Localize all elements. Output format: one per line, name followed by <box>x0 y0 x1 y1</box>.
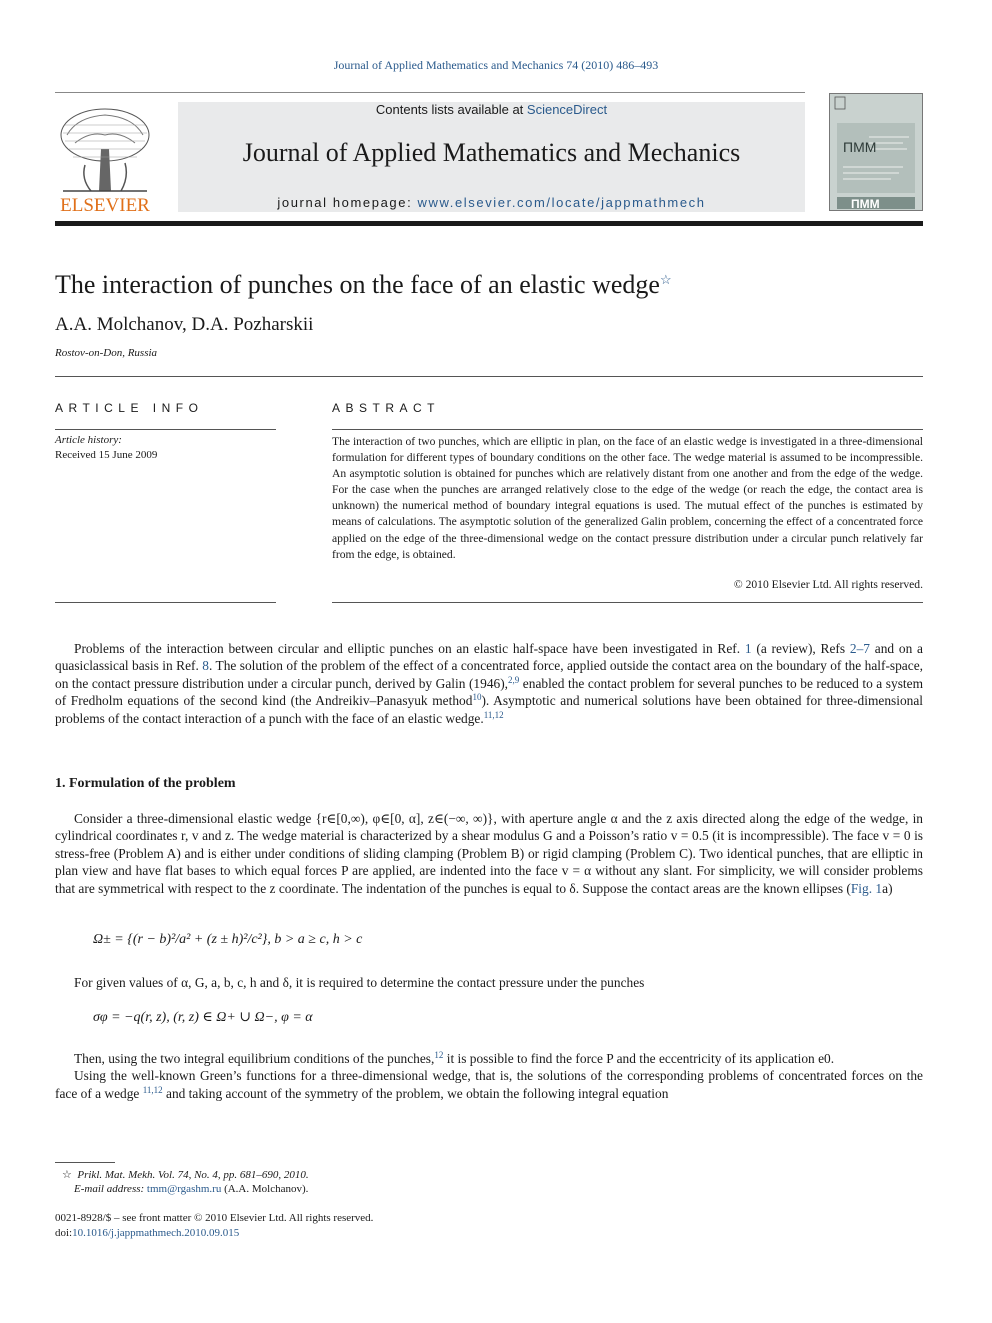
p2-text-a: Consider a three-dimensional elastic wedge {r∈[0,∞), φ∈[0, α], z∈(−∞, ∞)}, with aperture angle α and the z axis directed along the edge of the wedge, in cylindrical coordinates r, v and z. The wedge material is characterized by a shear modulus G and a Poisson’s ratio v = 0.5 (it is incompressible). The face v = 0 is stress-free (Problem A) and is either under conditions of sliding clamping (Problem B) or rigid clamping (Problem C). Two identical punches, that are elliptic in plan view and have flat bases to which equal forces P are applied, are indented into the face v = α without any slant. For simplicity, we will consider problems that are symmetrical with respect to the z coordinate. The indentation of the punches is equal to δ. Suppose the contact areas are the known ellipses ( <box>55 811 923 896</box>
header-top-rule <box>55 92 805 93</box>
p4-text-a: Then, using the two integral equilibrium conditions of the punches, <box>74 1051 435 1066</box>
p1-text-c: and on a quasiclassical basis in Ref. <box>55 641 923 674</box>
contents-prefix: Contents lists available at <box>375 102 527 117</box>
footnote-mark: ☆ <box>62 1169 72 1181</box>
ref-link-2-7[interactable]: 2–7 <box>849 641 870 656</box>
p4-text-c: Using the well-known Green’s functions for a three-dimensional wedge, that is, the solutions of the corresponding problems of concentrated forces on the face of a wedge <box>55 1068 923 1101</box>
article-info-rule-bottom <box>55 602 276 603</box>
abstract-copyright: © 2010 Elsevier Ltd. All rights reserved. <box>733 578 923 591</box>
contents-line <box>178 102 805 117</box>
abstract-text: The interaction of two punches, which are elliptic in plan, on the face of an elastic wedge is investigated in a three-dimensional formulation for different types of boundary conditions on the other face. The wedge material is assumed to be incompressible. An asymptotic solution is obtained for punches which are relatively distant from one another and from the edge of the wedge. For the case when the punches are arranged relatively close to the edge of the wedge (or reach the edge, the contact area is unknown) the numerical method of boundary integral equations is used. The mutual effect of the punches is estimated by means of calculations. The asymptotic solution of the generalized Galin problem, concerning the effect of a concentrated force applied on the edge of the three-dimensional wedge on the contact pressure distribution under a circular punch relatively far from the edge, is obtained. <box>332 435 923 561</box>
journal-cover <box>829 93 923 211</box>
title-footnote-mark[interactable]: ☆ <box>659 272 672 287</box>
footnote-email <box>74 1183 308 1195</box>
p4-line-2 <box>55 1067 923 1102</box>
figure-1-link[interactable]: Fig. 1 <box>850 880 883 896</box>
elsevier-wordmark: ELSEVIER <box>60 195 150 216</box>
p4-text-d: and taking account of the symmetry of the problem, we obtain the following integral equation <box>162 1085 669 1101</box>
ref-link-10[interactable]: 10 <box>472 692 482 703</box>
article-info-rule-top <box>55 429 276 430</box>
ref-link-12[interactable]: 12 <box>434 1050 444 1060</box>
ref-link-11-12b[interactable]: 11,12 <box>142 1084 163 1095</box>
equation-contact-pressure: σφ = −q(r, z), (r, z) ∈ Ω+ ∪ Ω−, φ = α <box>93 1010 313 1025</box>
ref-link-1[interactable]: 1 <box>744 641 752 656</box>
received-date: Received 15 June 2009 <box>55 449 158 461</box>
footnote-1 <box>62 1168 309 1181</box>
history-label: Article history: <box>55 434 122 446</box>
p1-text-f: ). Asymptotic and numerical solutions have been obtained for three-dimensional problems of the contact interaction of a punch with the face of an elastic wedge. <box>55 693 923 726</box>
journal-reference[interactable]: Journal of Applied Mathematics and Mechanics 74 (2010) 486–493 <box>333 58 659 72</box>
p4-line-1 <box>55 1050 923 1067</box>
cover-abbrev-bottom: ПММ <box>851 197 880 211</box>
p1-text-e: enabled the contact problem for several punches to be reduced to a system of Fredholm equations of the second kind (the Andreikiv–Panasyuk method <box>55 675 923 709</box>
journal-title: Journal of Applied Mathematics and Mechanics <box>242 138 741 167</box>
article-title-text: The interaction of punches on the face of an elastic wedge <box>55 270 660 299</box>
email-owner: (A.A. Molchanov). <box>221 1183 309 1195</box>
abstract-heading: ABSTRACT <box>332 401 441 415</box>
email-label: E-mail address: <box>74 1183 147 1195</box>
p1-text-b: (a review), Refs <box>751 641 850 656</box>
p1-text-d: . The solution of the problem of the effect of a concentrated force, applied outside the contact area on the boundary of the half-space, on the contact pressure distribution under a circular punch, derived by Galin (1946), <box>55 658 923 691</box>
equation-ellipses: Ω± = {(r − b)²/a² + (z ± h)²/c²}, b > a ≥ c, h > c <box>93 932 363 947</box>
footnote-rule <box>55 1162 115 1163</box>
authors: A.A. Molchanov, D.A. Pozharskii <box>55 314 314 335</box>
ref-link-8[interactable]: 8 <box>202 658 209 674</box>
section-1-heading: 1. Formulation of the problem <box>55 776 236 791</box>
ref-link-2-9[interactable]: 2,9 <box>508 674 520 685</box>
intro-paragraph <box>55 640 923 727</box>
elsevier-logo <box>55 105 155 215</box>
doi-label: doi: <box>55 1227 73 1239</box>
article-info-heading: ARTICLE INFO <box>55 401 204 415</box>
cover-abbrev-top: ПММ <box>843 139 877 155</box>
issn-line: 0021-8928/$ – see front matter © 2010 Elsevier Ltd. All rights reserved. <box>55 1212 374 1224</box>
doi-link[interactable]: 10.1016/j.jappmathmech.2010.09.015 <box>72 1227 240 1239</box>
p2-text-b: a) <box>882 880 893 896</box>
pressure-paragraph: For given values of α, G, a, b, c, h and δ, it is required to determine the contact pressure under the punches <box>74 975 645 990</box>
affiliation-rule <box>55 376 923 377</box>
ref-link-11-12[interactable]: 11,12 <box>483 709 504 720</box>
doi-line <box>55 1227 239 1239</box>
email-link[interactable]: tmm@rgashm.ru <box>146 1183 222 1195</box>
formulation-paragraph <box>55 810 923 897</box>
footnote-1-text: Prikl. Mat. Mekh. Vol. 74, No. 4, pp. 681–690, 2010. <box>77 1169 309 1181</box>
affiliation: Rostov-on-Don, Russia <box>55 347 158 359</box>
abstract-rule-bottom <box>332 602 923 603</box>
sciencedirect-link[interactable]: ScienceDirect <box>526 102 608 117</box>
article-title <box>55 270 672 300</box>
abstract-rule-top <box>332 429 923 430</box>
p1-text-a: Problems of the interaction between circular and elliptic punches on an elastic half-space have been investigated in Ref. <box>74 641 745 656</box>
header-thick-rule <box>55 221 923 226</box>
homepage-line <box>178 195 805 210</box>
homepage-prefix: journal homepage: <box>277 195 418 210</box>
p4-text-b: it is possible to find the force P and the eccentricity of its application e0. <box>443 1051 835 1066</box>
equilibrium-paragraph <box>55 1050 923 1102</box>
homepage-link[interactable]: www.elsevier.com/locate/jappmathmech <box>417 195 706 210</box>
